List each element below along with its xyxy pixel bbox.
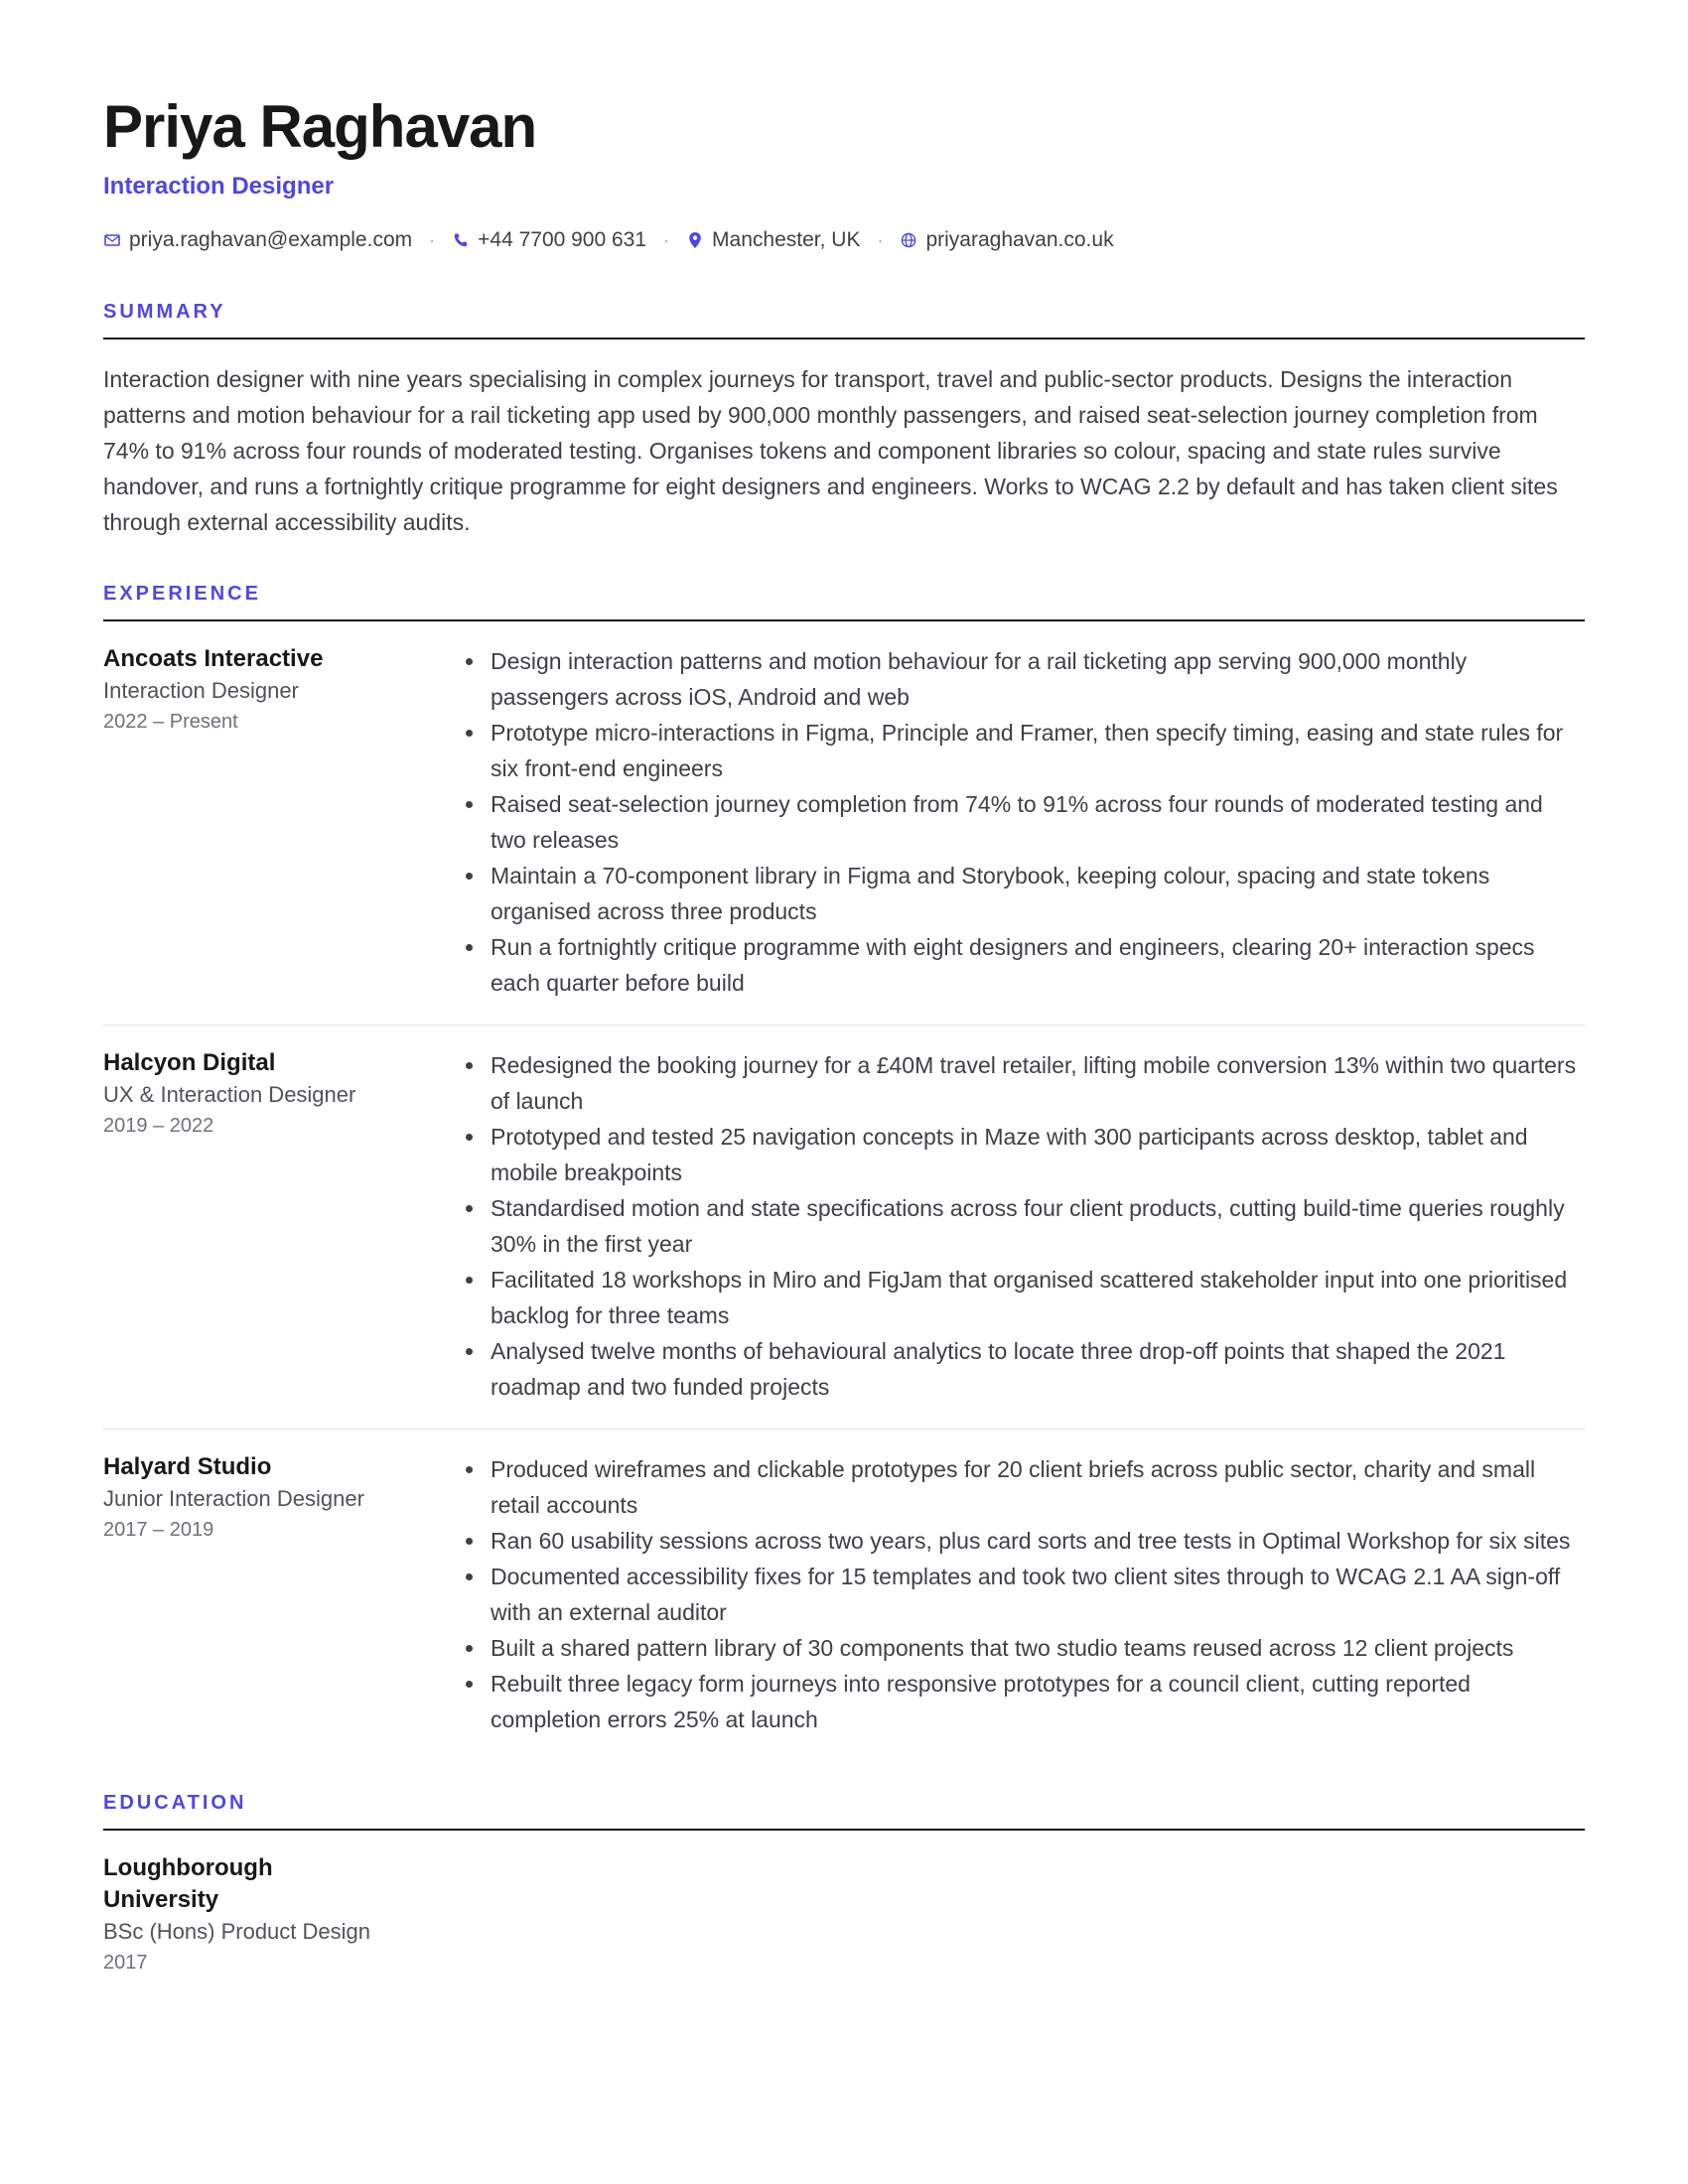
contact-website[interactable] (900, 228, 1113, 252)
contact-phone[interactable] (452, 228, 646, 252)
job-bullet: • Documented accessibility fixes for 15 templates and took two client sites through to WCAG 2.1 AA sign-off with an external auditor (487, 1559, 1585, 1630)
job-bullet: • Prototyped and tested 25 navigation concepts in Maze with 300 participants across desktop, tablet and mobile breakpoints (487, 1119, 1585, 1190)
summary-paragraph: Interaction designer with nine years specialising in complex journeys for transport, travel and public-sector products. Designs the interaction patterns and motion behaviour for a rail ticketing app used by 900,000 monthly passengers, and raised seat-selection journey completion from 74% to 91% across four rounds of moderated testing. Organises tokens and component libraries so colour, spacing and state rules survive handover, and runs a fortnightly critique programme for eight designers and engineers. Works to WCAG 2.2 by default and has taken client sites through external accessibility audits. (103, 366, 1558, 535)
mail-icon (103, 231, 121, 249)
education-degree: BSc (Hons) Product Design (103, 1919, 370, 1944)
candidate-name: Priya Raghavan (103, 93, 537, 160)
job-company: Halcyon Digital (103, 1049, 276, 1076)
job-bullet: • Standardised motion and state specifications across four client products, cutting build-time queries roughly 30% in the first year (487, 1190, 1585, 1262)
job-entry (103, 621, 1585, 1025)
contact-website-text: priyaraghavan.co.uk (925, 228, 1114, 251)
job-bullet: • Facilitated 18 workshops in Miro and FigJam that organised scattered stakeholder input into one prioritised backlog for three teams (487, 1262, 1585, 1333)
section-heading-education: EDUCATION (103, 1789, 1585, 1831)
section-heading-experience: EXPERIENCE (103, 580, 1585, 621)
job-bullet: • Design interaction patterns and motion behaviour for a rail ticketing app serving 900,000 monthly passengers across iOS, Android and web (487, 643, 1585, 715)
job-bullet: • Run a fortnightly critique programme with eight designers and engineers, clearing 20+ interaction specs each quarter before build (487, 929, 1585, 1001)
job-dates: 2019 – 2022 (103, 1115, 214, 1137)
job-title: UX & Interaction Designer (103, 1082, 356, 1107)
job-bullet-list (447, 643, 1585, 1001)
education-year: 2017 (103, 1952, 148, 1974)
contact-location (686, 228, 860, 252)
job-title: Junior Interaction Designer (103, 1486, 364, 1511)
job-bullet: • Maintain a 70-component library in Figma and Storybook, keeping colour, spacing and state tokens organised across three products (487, 858, 1585, 929)
job-company: Ancoats Interactive (103, 645, 324, 672)
job-bullet: • Built a shared pattern library of 30 components that two studio teams reused across 12 client projects (487, 1630, 1585, 1666)
education-entry (103, 1831, 1585, 1978)
job-meta (103, 1451, 447, 1737)
contact-row (103, 224, 1585, 256)
phone-icon (452, 231, 470, 249)
job-entry (103, 1025, 1585, 1430)
section-heading-summary: SUMMARY (103, 298, 1585, 340)
job-dates: 2017 – 2019 (103, 1519, 214, 1541)
job-company: Halyard Studio (103, 1453, 272, 1480)
contact-separator: · (429, 229, 436, 250)
job-title: Interaction Designer (103, 678, 299, 703)
contact-location-text: Manchester, UK (712, 228, 861, 251)
job-bullet: • Analysed twelve months of behavioural analytics to locate three drop-off points that shaped the 2021 roadmap and two funded projects (487, 1333, 1585, 1405)
job-bullet: • Rebuilt three legacy form journeys into responsive prototypes for a council client, cutting reported completion errors 25% at launch (487, 1666, 1585, 1737)
job-bullet: • Produced wireframes and clickable prototypes for 20 client briefs across public sector, charity and small retail accounts (487, 1451, 1585, 1523)
contact-separator: · (877, 229, 884, 250)
summary-section (103, 298, 1585, 540)
job-meta (103, 1047, 447, 1405)
job-bullet: • Redesigned the booking journey for a £40M travel retailer, lifting mobile conversion 13% within two quarters of launch (487, 1047, 1585, 1119)
globe-icon (900, 231, 917, 249)
job-bullet-list (447, 1047, 1585, 1405)
location-pin-icon (686, 231, 704, 249)
job-bullet: • Raised seat-selection journey completion from 74% to 91% across four rounds of moderated testing and two releases (487, 786, 1585, 858)
job-bullet: • Ran 60 usability sessions across two years, plus card sorts and tree tests in Optimal Workshop for six sites (487, 1523, 1585, 1559)
job-meta (103, 643, 447, 1001)
job-bullet: • Prototype micro-interactions in Figma, Principle and Framer, then specify timing, easing and state rules for six front-end engineers (487, 715, 1585, 786)
candidate-role: Interaction Designer (103, 173, 335, 200)
education-section (103, 1789, 1585, 1978)
contact-email-text: priya.raghavan@example.com (129, 228, 413, 251)
job-entry (103, 1430, 1585, 1761)
experience-section (103, 580, 1585, 1761)
contact-separator: · (663, 229, 670, 250)
contact-phone-text: +44 7700 900 631 (478, 228, 647, 251)
education-school: Loughborough University (103, 1854, 273, 1913)
contact-email[interactable] (103, 228, 412, 252)
job-bullet-list (447, 1451, 1585, 1737)
job-dates: 2022 – Present (103, 711, 238, 733)
